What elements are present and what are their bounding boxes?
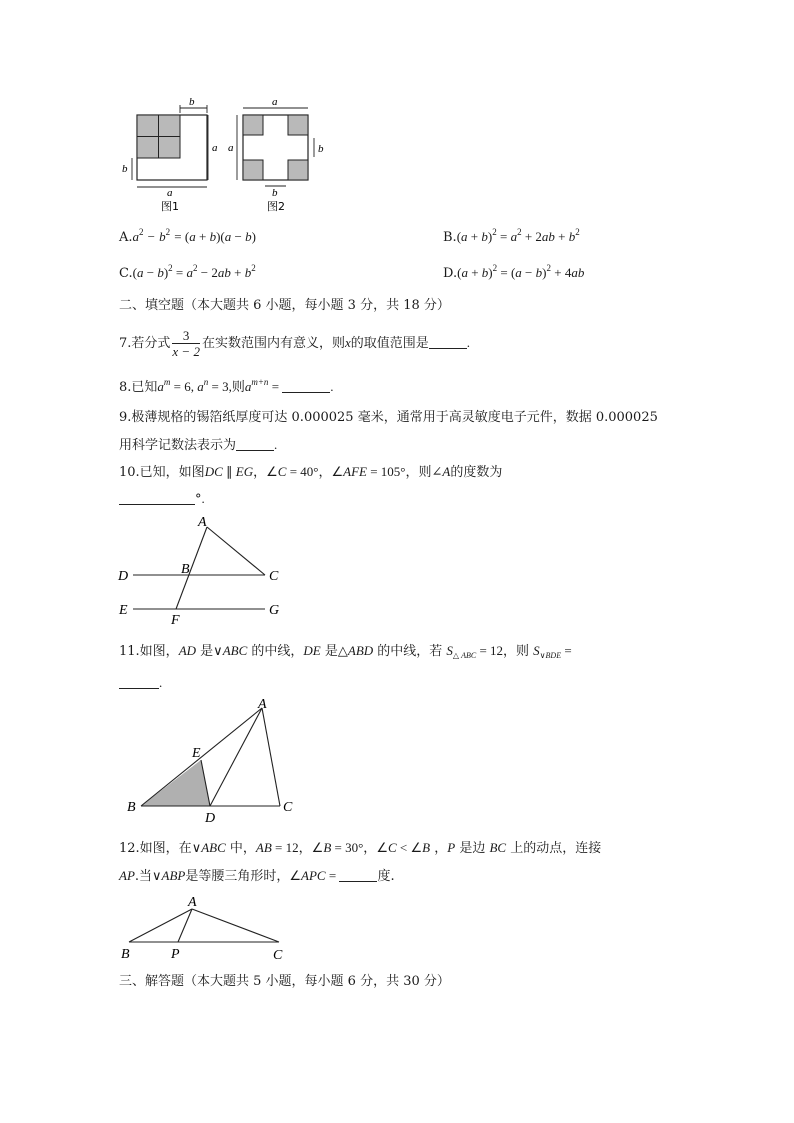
fig2-label-b-right: b: [318, 143, 324, 155]
fig2-label-b-bottom: b: [272, 187, 278, 199]
question-8: 8.已知$a^m = 6$, $a^n = 3$,则$a^{m+n}$ = .: [119, 377, 334, 395]
square-figures: [115, 95, 335, 215]
option-a[interactable]: $A.a^2 - b^2 = (a + b)(a - b)$: [119, 227, 256, 245]
figure-1: [122, 96, 218, 213]
fig1-label-a-right: a: [212, 142, 218, 154]
label-B: B: [127, 800, 136, 815]
option-b[interactable]: $B.(a + b)^2 = a^2 + 2ab + b^2$: [443, 227, 580, 245]
question-7: 7.若分式 $\frac{3}{x - 2}$ 在实数范围内有意义，则x的取值范围是 .: [119, 328, 471, 359]
fig1-caption: 图1: [161, 200, 179, 213]
label-B: B: [121, 947, 130, 962]
fig2-label-a-top: a: [272, 96, 278, 108]
fig1-label-b-left: b: [122, 163, 128, 175]
fig2-label-a-left: a: [228, 142, 234, 154]
figure-q10: [115, 512, 295, 627]
figure-q12: [115, 890, 295, 965]
label-A: A: [198, 515, 207, 530]
label-P: P: [171, 947, 180, 962]
question-9-line2: 用科学记数法表示为 .: [119, 437, 278, 453]
fig2-caption: 图2: [267, 200, 285, 213]
question-11-answer-line: .: [119, 674, 162, 693]
label-G: G: [269, 603, 280, 618]
figure-2: [228, 96, 324, 213]
question-10: 10.已知，如图DC ∥ EG，∠C = 40°，∠AFE = 105°，则∠A的度数为: [119, 464, 503, 480]
question-10-answer-line: °.: [119, 490, 205, 509]
label-E: E: [119, 603, 128, 618]
question-11: 11.如图，AD 是∨ABC 的中线，DE 是△ABD 的中线，若 $S_{\triangle ABC} = 12$，则 $S_{\vee BDE}$ =: [119, 643, 572, 660]
question-12-line2: AP.当∨ABP是等腰三角形时，∠APC = 度.: [119, 868, 395, 884]
answer-blank[interactable]: [119, 688, 159, 689]
question-12: 12.如图，在∨ABC 中，AB = 12，∠B = 30°，∠C < ∠B ，P 是边 BC 上的动点，连接: [119, 840, 602, 856]
option-d[interactable]: $D.(a + b)^2 = (a - b)^2 + 4ab$: [443, 263, 585, 281]
fraction: $\frac{3}{x - 2}$: [172, 328, 200, 359]
answer-blank[interactable]: [236, 450, 274, 451]
label-F: F: [171, 613, 180, 627]
label-B: B: [181, 562, 190, 577]
label-D: D: [118, 569, 129, 584]
label-C: C: [283, 800, 293, 815]
fig1-label-a-bottom: a: [167, 187, 173, 199]
label-E: E: [192, 746, 201, 761]
question-9-line1: 9.极薄规格的锡箔纸厚度可达 0.000025 毫米，通常用于高灵敏度电子元件，数据 0.000025: [119, 410, 658, 425]
fig1-label-b-top: b: [189, 96, 195, 108]
label-A: A: [188, 895, 197, 910]
label-C: C: [273, 948, 283, 963]
section-3-heading: 三、解答题（本大题共 5 小题，每小题 6 分，共 30 分）: [119, 974, 450, 989]
label-D: D: [205, 811, 216, 825]
label-A: A: [258, 697, 267, 712]
section-2-heading: 二、填空题（本大题共 6 小题，每小题 3 分，共 18 分）: [119, 298, 450, 313]
option-c[interactable]: $C.(a - b)^2 = a^2 - 2ab + b^2$: [119, 263, 256, 281]
answer-blank[interactable]: [282, 392, 330, 393]
answer-blank[interactable]: [339, 881, 377, 882]
answer-blank[interactable]: [429, 348, 467, 349]
label-C: C: [269, 569, 279, 584]
answer-blank[interactable]: [119, 504, 195, 505]
figure-q11: [115, 693, 315, 825]
